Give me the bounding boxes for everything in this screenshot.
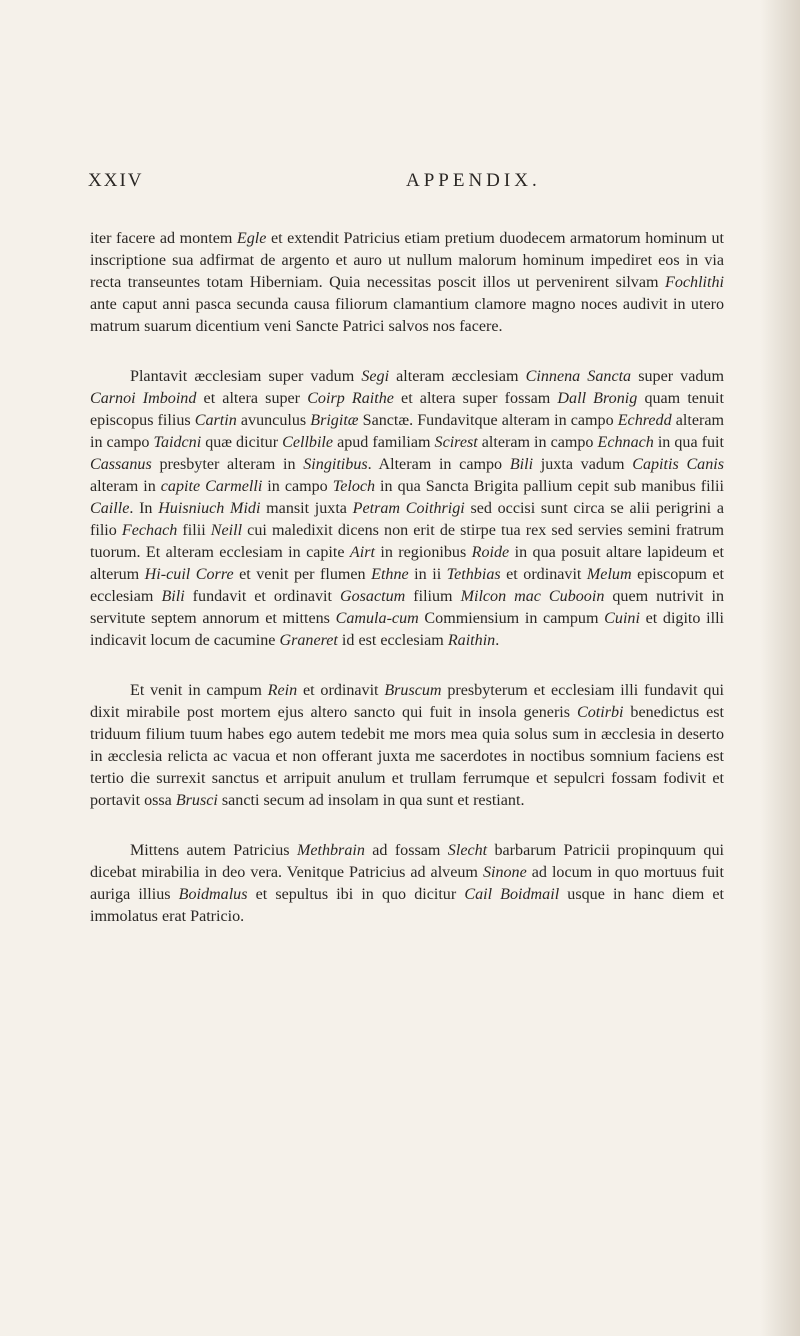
- text-run: et altera super: [196, 390, 308, 407]
- italic-name: Graneret: [279, 632, 338, 649]
- italic-name: Carnoi Imboind: [90, 390, 197, 407]
- italic-name: Cellbile: [282, 434, 334, 451]
- italic-name: Brusci: [175, 792, 218, 809]
- italic-name: Cuini: [604, 610, 640, 627]
- italic-name: Cotirbi: [576, 704, 624, 721]
- italic-name: Cassanus: [90, 456, 152, 473]
- text-run: et ordinavit: [297, 682, 385, 699]
- italic-name: Bili: [161, 588, 185, 605]
- text-run: et extendit Patricius etiam pretium duodecem armatorum hominum ut inscriptione sua adfirmat de argento et auro ut nullum malorum hominum impediret eos in via recta transeuntes totam Hiberniam. Quia necessitas poscit illos ut pervenirent silvam: [90, 230, 725, 291]
- italic-name: Echredd: [617, 412, 672, 429]
- italic-name: Dall Bronig: [557, 390, 638, 407]
- italic-name: Rein: [267, 682, 298, 699]
- text-run: alteram æcclesiam: [389, 368, 526, 385]
- text-run: in ii: [408, 566, 447, 583]
- italic-name: Cail Boidmail: [464, 886, 560, 903]
- italic-name: capite Carmelli: [160, 478, 263, 495]
- italic-name: Neill: [210, 522, 243, 539]
- text-run: id est ecclesiam: [337, 632, 448, 649]
- italic-name: Egle: [236, 230, 267, 247]
- text-run: .: [495, 632, 500, 649]
- text-run: filii: [177, 522, 211, 539]
- italic-name: Bruscum: [384, 682, 442, 699]
- italic-name: Scirest: [434, 434, 478, 451]
- text-run: ad fossam: [364, 842, 448, 859]
- text-run: et digito illi indicavit locum de cacumine: [90, 610, 725, 649]
- italic-name: Brigitæ: [310, 412, 359, 429]
- text-run: fundavit et ordinavit: [184, 588, 340, 605]
- italic-name: Tethbias: [446, 566, 501, 583]
- italic-name: Cinnena Sancta: [525, 368, 632, 385]
- text-run: alteram in campo: [90, 412, 724, 451]
- text-run: sancti secum ad insolam in qua sunt et restiant.: [217, 792, 525, 809]
- text-run: in qua fuit: [653, 434, 724, 451]
- text-run: Et venit in campum: [130, 682, 268, 699]
- paragraph-1: [90, 228, 724, 338]
- italic-name: Petram Coithrigi: [352, 500, 465, 517]
- italic-name: Camula-cum: [335, 610, 419, 627]
- italic-name: Hi-cuil Corre: [144, 566, 234, 583]
- text-run: cui maledixit dicens non erit de stirpe tua rex sed servies semini fratrum tuorum. Et alteram ecclesiam in capite: [90, 522, 725, 561]
- text-run: quæ dicitur: [201, 434, 283, 451]
- text-run: quam tenuit episcopus filius: [90, 390, 724, 429]
- text-run: Mittens autem Patricius: [130, 842, 297, 859]
- page-header: [88, 170, 688, 200]
- text-run: benedictus est triduum filium tuum habes ego autem tedebit me mors mea quia solus sum in æcclesia in deserto in æcclesia relicta ac vacua et non offerant juxta me sacerdotes in noctibus somnium faciens est tertio die surrexit sanctus et arripuit anulum et trullam ferrumque et sepulcri fossam fodivit et portavit ossa: [90, 704, 725, 809]
- text-run: in campo: [262, 478, 333, 495]
- italic-name: Cartin: [194, 412, 237, 429]
- italic-name: Raithin: [447, 632, 496, 649]
- text-run: alteram in: [90, 478, 161, 495]
- text-run: in qua Sancta Brigita pallium cepit sub manibus filii: [375, 478, 724, 495]
- paragraph-4: [90, 840, 724, 928]
- text-run: in qua posuit altare lapideum et alterum: [90, 544, 724, 583]
- text-run: presbyter alteram in: [151, 456, 304, 473]
- text-run: barbarum Patricii propinquum qui dicebat mirabilia in deo vera. Venitque Patricius ad alveum: [90, 842, 725, 881]
- text-run: super vadum: [631, 368, 724, 385]
- italic-name: Airt: [349, 544, 375, 561]
- italic-name: Melum: [586, 566, 632, 583]
- italic-name: Fechach: [121, 522, 178, 539]
- text-run: . In: [129, 500, 159, 517]
- body-text: [90, 228, 724, 956]
- italic-name: Milcon mac Cubooin: [460, 588, 605, 605]
- text-run: et ordinavit: [500, 566, 587, 583]
- italic-name: Gosactum: [339, 588, 406, 605]
- text-run: . Alteram in campo: [367, 456, 510, 473]
- italic-name: Slecht: [447, 842, 488, 859]
- italic-name: Capitis Canis: [632, 456, 725, 473]
- italic-name: Boidmalus: [178, 886, 248, 903]
- italic-name: Coirp Raithe: [307, 390, 394, 407]
- italic-name: Roide: [471, 544, 510, 561]
- italic-name: Echnach: [597, 434, 654, 451]
- italic-name: Bili: [509, 456, 534, 473]
- text-run: alteram in campo: [477, 434, 598, 451]
- text-run: ad locum in quo mortuus fuit auriga illius: [90, 864, 724, 903]
- italic-name: Methbrain: [296, 842, 365, 859]
- text-run: mansit juxta: [260, 500, 353, 517]
- page-edge-shadow: [760, 0, 800, 1336]
- text-run: sed occisi sunt circa se alii perigrini a filio: [90, 500, 724, 539]
- text-run: usque in hanc diem et immolatus erat Patricio.: [90, 886, 724, 925]
- text-run: et altera super fossam: [393, 390, 558, 407]
- paragraph-2: [90, 366, 724, 652]
- text-run: Sanctæ. Fundavitque alteram in campo: [358, 412, 618, 429]
- italic-name: Fochlithi: [665, 274, 724, 291]
- italic-name: Sinone: [482, 864, 527, 881]
- text-run: filium: [405, 588, 461, 605]
- text-run: et venit per flumen: [233, 566, 372, 583]
- italic-name: Teloch: [332, 478, 376, 495]
- text-run: quem nutrivit in servitute septem annorum et mittens: [90, 588, 724, 627]
- text-run: Plantavit æcclesiam super vadum: [130, 368, 362, 385]
- text-run: iter facere ad montem: [90, 230, 237, 247]
- italic-name: Ethne: [371, 566, 409, 583]
- text-run: et sepultus ibi in quo dicitur: [247, 886, 465, 903]
- italic-name: Segi: [361, 368, 390, 385]
- italic-name: Huisniuch Midi: [158, 500, 261, 517]
- italic-name: Singitibus: [303, 456, 368, 473]
- text-run: in regionibus: [374, 544, 472, 561]
- running-head: APPENDIX.: [406, 170, 541, 191]
- text-run: apud familiam: [333, 434, 435, 451]
- text-run: ante caput anni pasca secunda causa filiorum clamantium clamore magno noces audivit in utero matrum suarum dicentium veni Sancte Patrici salvos nos facere.: [90, 296, 724, 335]
- paragraph-3: [90, 680, 724, 812]
- italic-name: Caille: [90, 500, 130, 517]
- text-run: juxta vadum: [533, 456, 633, 473]
- text-run: presbyterum et ecclesiam illi fundavit qui dixit mirabile post mortem ejus altero sancto qui fuit in insola generis: [90, 682, 724, 721]
- italic-name: Taidcni: [153, 434, 202, 451]
- text-run: episcopum et ecclesiam: [90, 566, 724, 605]
- text-run: Commiensium in campum: [418, 610, 605, 627]
- text-run: avunculus: [236, 412, 311, 429]
- page-number: XXIV: [88, 170, 144, 191]
